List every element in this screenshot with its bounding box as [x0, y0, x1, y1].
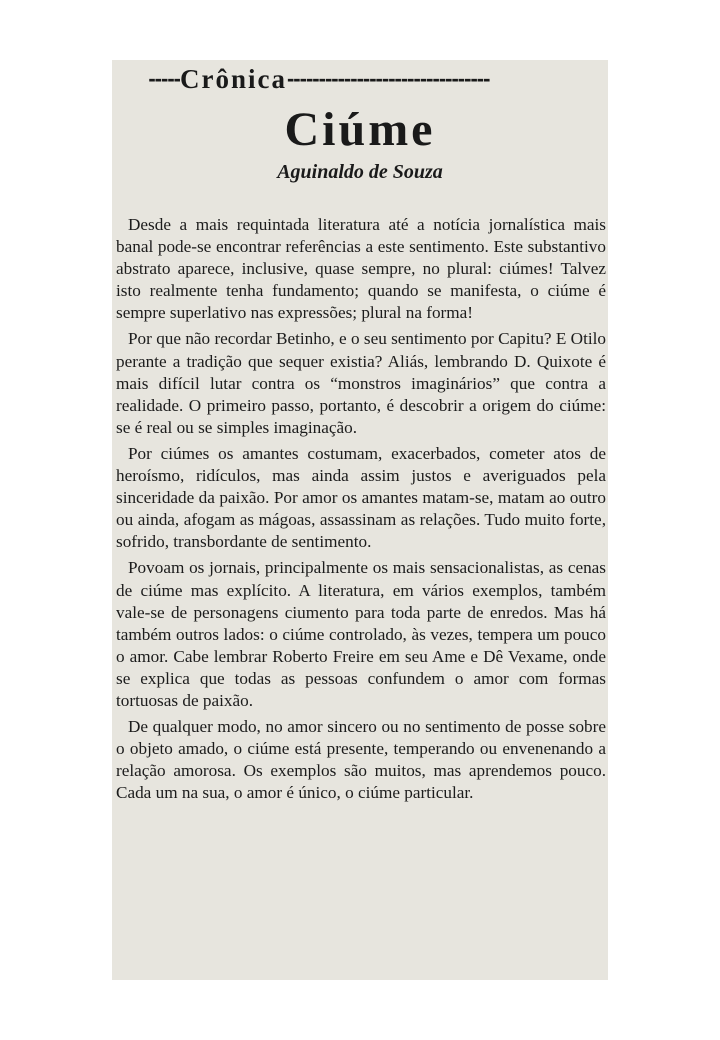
article-paragraph: Por ciúmes os amantes costumam, exacerbados, cometer atos de heroísmo, ridículos, mas ainda assim justos e averiguados pela sinceridade da paixão. Por amor os amantes matam-se, matam ao outro ou ainda, afogam as mágoas, assassinam as relações. Tudo muito forte, sofrido, transbordante de sentimento. [116, 443, 606, 552]
article-body [116, 214, 606, 808]
article-paragraph: Por que não recordar Betinho, e o seu sentimento por Capitu? E Otilo perante a tradição que sequer existia? Aliás, lembrando D. Quixote é mais difícil lutar contra os “monstros imaginários” que contra a realidade. O primeiro passo, portanto, é descobrir a origem do ciúme: se é real ou se simples imaginação. [116, 329, 606, 437]
section-label: Crônica [180, 63, 287, 94]
section-rule-right: -------------------------------- [286, 66, 490, 91]
section-header [112, 62, 608, 96]
article-title: Ciúme [284, 103, 436, 156]
article-paragraph: De qualquer modo, no amor sincero ou no sentimento de posse sobre o objeto amado, o ciúme está presente, temperando ou envenenando a relação amorosa. Os exemplos são muitos, mas aprendemos pouco. Cada um na sua, o amor é único, o ciúme particular. [116, 717, 606, 803]
article-paragraph: Desde a mais requintada literatura até a notícia jornalística mais banal pode-se encontrar referências a este sentimento. Este substantivo abstrato aparece, inclusive, quase sempre, no plural: ciúmes! Talvez isto realmente tenha fundamento; quando se manifesta, o ciúme é sempre superlativo nas expressões; plural na forma! [116, 215, 606, 323]
article-paragraph: Povoam os jornais, principalmente os mais sensacionalistas, as cenas de ciúme mas explícito. A literatura, em vários exemplos, também vale-se de personagens ciumento para toda parte de enredos. Mas há também outros lados: o ciúme controlado, às vezes, tempera um pouco o amor. Cabe lembrar Roberto Freire em seu Ame e Dê Vexame, onde se explica que todas as pessoas confundem o amor com formas tortuosas de paixão. [116, 558, 606, 710]
article-author: Aguinaldo de Souza [277, 161, 443, 183]
section-rule-left: ----- [148, 66, 180, 91]
newspaper-clipping [112, 60, 608, 980]
